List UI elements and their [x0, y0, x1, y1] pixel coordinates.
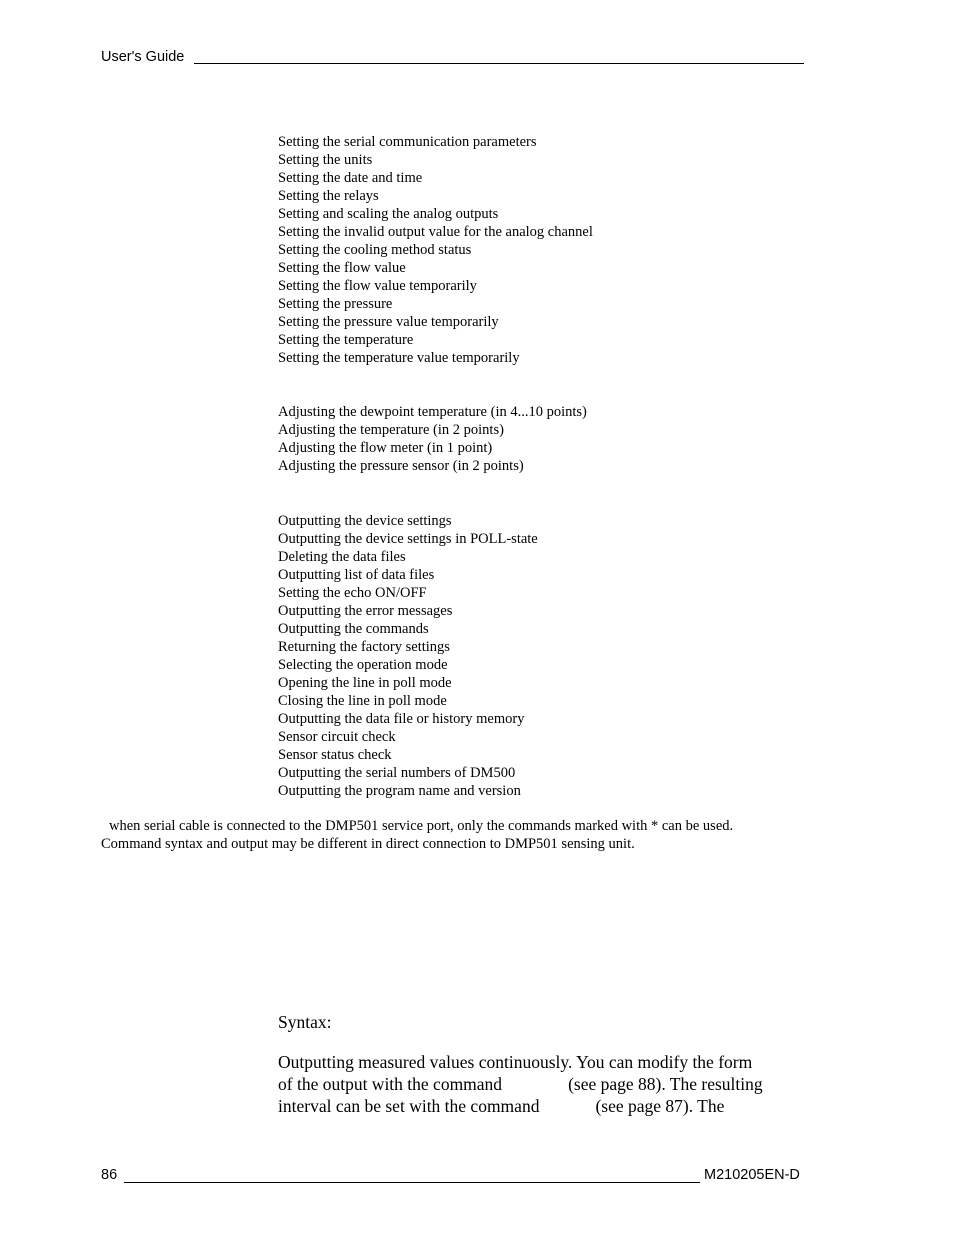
command-description: Outputting the data file or history memory: [278, 711, 525, 727]
footnote-line-1: when serial cable is connected to the DMP501 service port, only the commands marked with * can be used.: [109, 818, 734, 834]
paragraph-line-2b: (see page 88). The resulting: [568, 1074, 763, 1094]
command-description: Setting the invalid output value for the analog channel: [278, 224, 593, 240]
footnote-line-2: Command syntax and output may be different in direct connection to DMP501 sensing unit.: [101, 836, 635, 852]
command-description: Adjusting the temperature (in 2 points): [278, 422, 504, 438]
command-description: Sensor status check: [278, 747, 392, 763]
command-description: Setting the pressure: [278, 296, 393, 312]
description-paragraph: [278, 1051, 763, 1117]
command-description: Sensor circuit check: [278, 729, 396, 745]
header-title: User's Guide: [101, 49, 185, 65]
syntax-label: Syntax:: [278, 1012, 332, 1032]
command-description: Deleting the data files: [278, 549, 406, 565]
command-description: Outputting the commands: [278, 621, 429, 637]
adjust-command-list: [278, 403, 587, 475]
command-description: Setting the date and time: [278, 170, 423, 186]
command-description: Setting the units: [278, 152, 373, 168]
header-rule: [194, 63, 804, 64]
document-code: M210205EN-D: [704, 1167, 800, 1183]
command-description: Adjusting the pressure sensor (in 2 points): [278, 458, 524, 474]
command-description: Outputting the device settings: [278, 513, 452, 529]
paragraph-line-2: [278, 1073, 763, 1095]
footnote: [101, 817, 733, 853]
command-description: Closing the line in poll mode: [278, 693, 447, 709]
paragraph-line-2a: of the output with the command: [278, 1074, 503, 1094]
paragraph-line-3a: interval can be set with the command: [278, 1096, 540, 1116]
paragraph-line-1: Outputting measured values continuously. You can modify the form: [278, 1052, 753, 1072]
page-number: 86: [101, 1167, 118, 1183]
command-description: Selecting the operation mode: [278, 657, 448, 673]
command-description: Outputting the serial numbers of DM500: [278, 765, 516, 781]
command-description: Setting the pressure value temporarily: [278, 314, 499, 330]
paragraph-line-3b: (see page 87). The: [595, 1096, 725, 1116]
command-description: Setting the temperature: [278, 332, 414, 348]
command-description: Setting the flow value: [278, 260, 406, 276]
command-description: Setting the serial communication parameters: [278, 134, 537, 150]
command-description: Setting the relays: [278, 188, 379, 204]
command-description: Outputting list of data files: [278, 567, 435, 583]
command-description: Setting and scaling the analog outputs: [278, 206, 499, 222]
command-description: Outputting the program name and version: [278, 783, 521, 799]
command-description: Adjusting the flow meter (in 1 point): [278, 440, 493, 456]
command-description: Outputting the device settings in POLL-state: [278, 531, 538, 547]
footer-rule: [124, 1182, 700, 1183]
command-description: Setting the temperature value temporarily: [278, 350, 520, 366]
settings-command-list: [278, 133, 593, 367]
command-description: Setting the cooling method status: [278, 242, 472, 258]
command-description: Outputting the error messages: [278, 603, 453, 619]
command-description: Returning the factory settings: [278, 639, 450, 655]
other-command-list: [278, 512, 538, 800]
command-description: Setting the flow value temporarily: [278, 278, 477, 294]
command-description: Adjusting the dewpoint temperature (in 4...10 points): [278, 404, 587, 420]
paragraph-line-3: [278, 1095, 763, 1117]
command-description: Opening the line in poll mode: [278, 675, 452, 691]
command-description: Setting the echo ON/OFF: [278, 585, 427, 601]
